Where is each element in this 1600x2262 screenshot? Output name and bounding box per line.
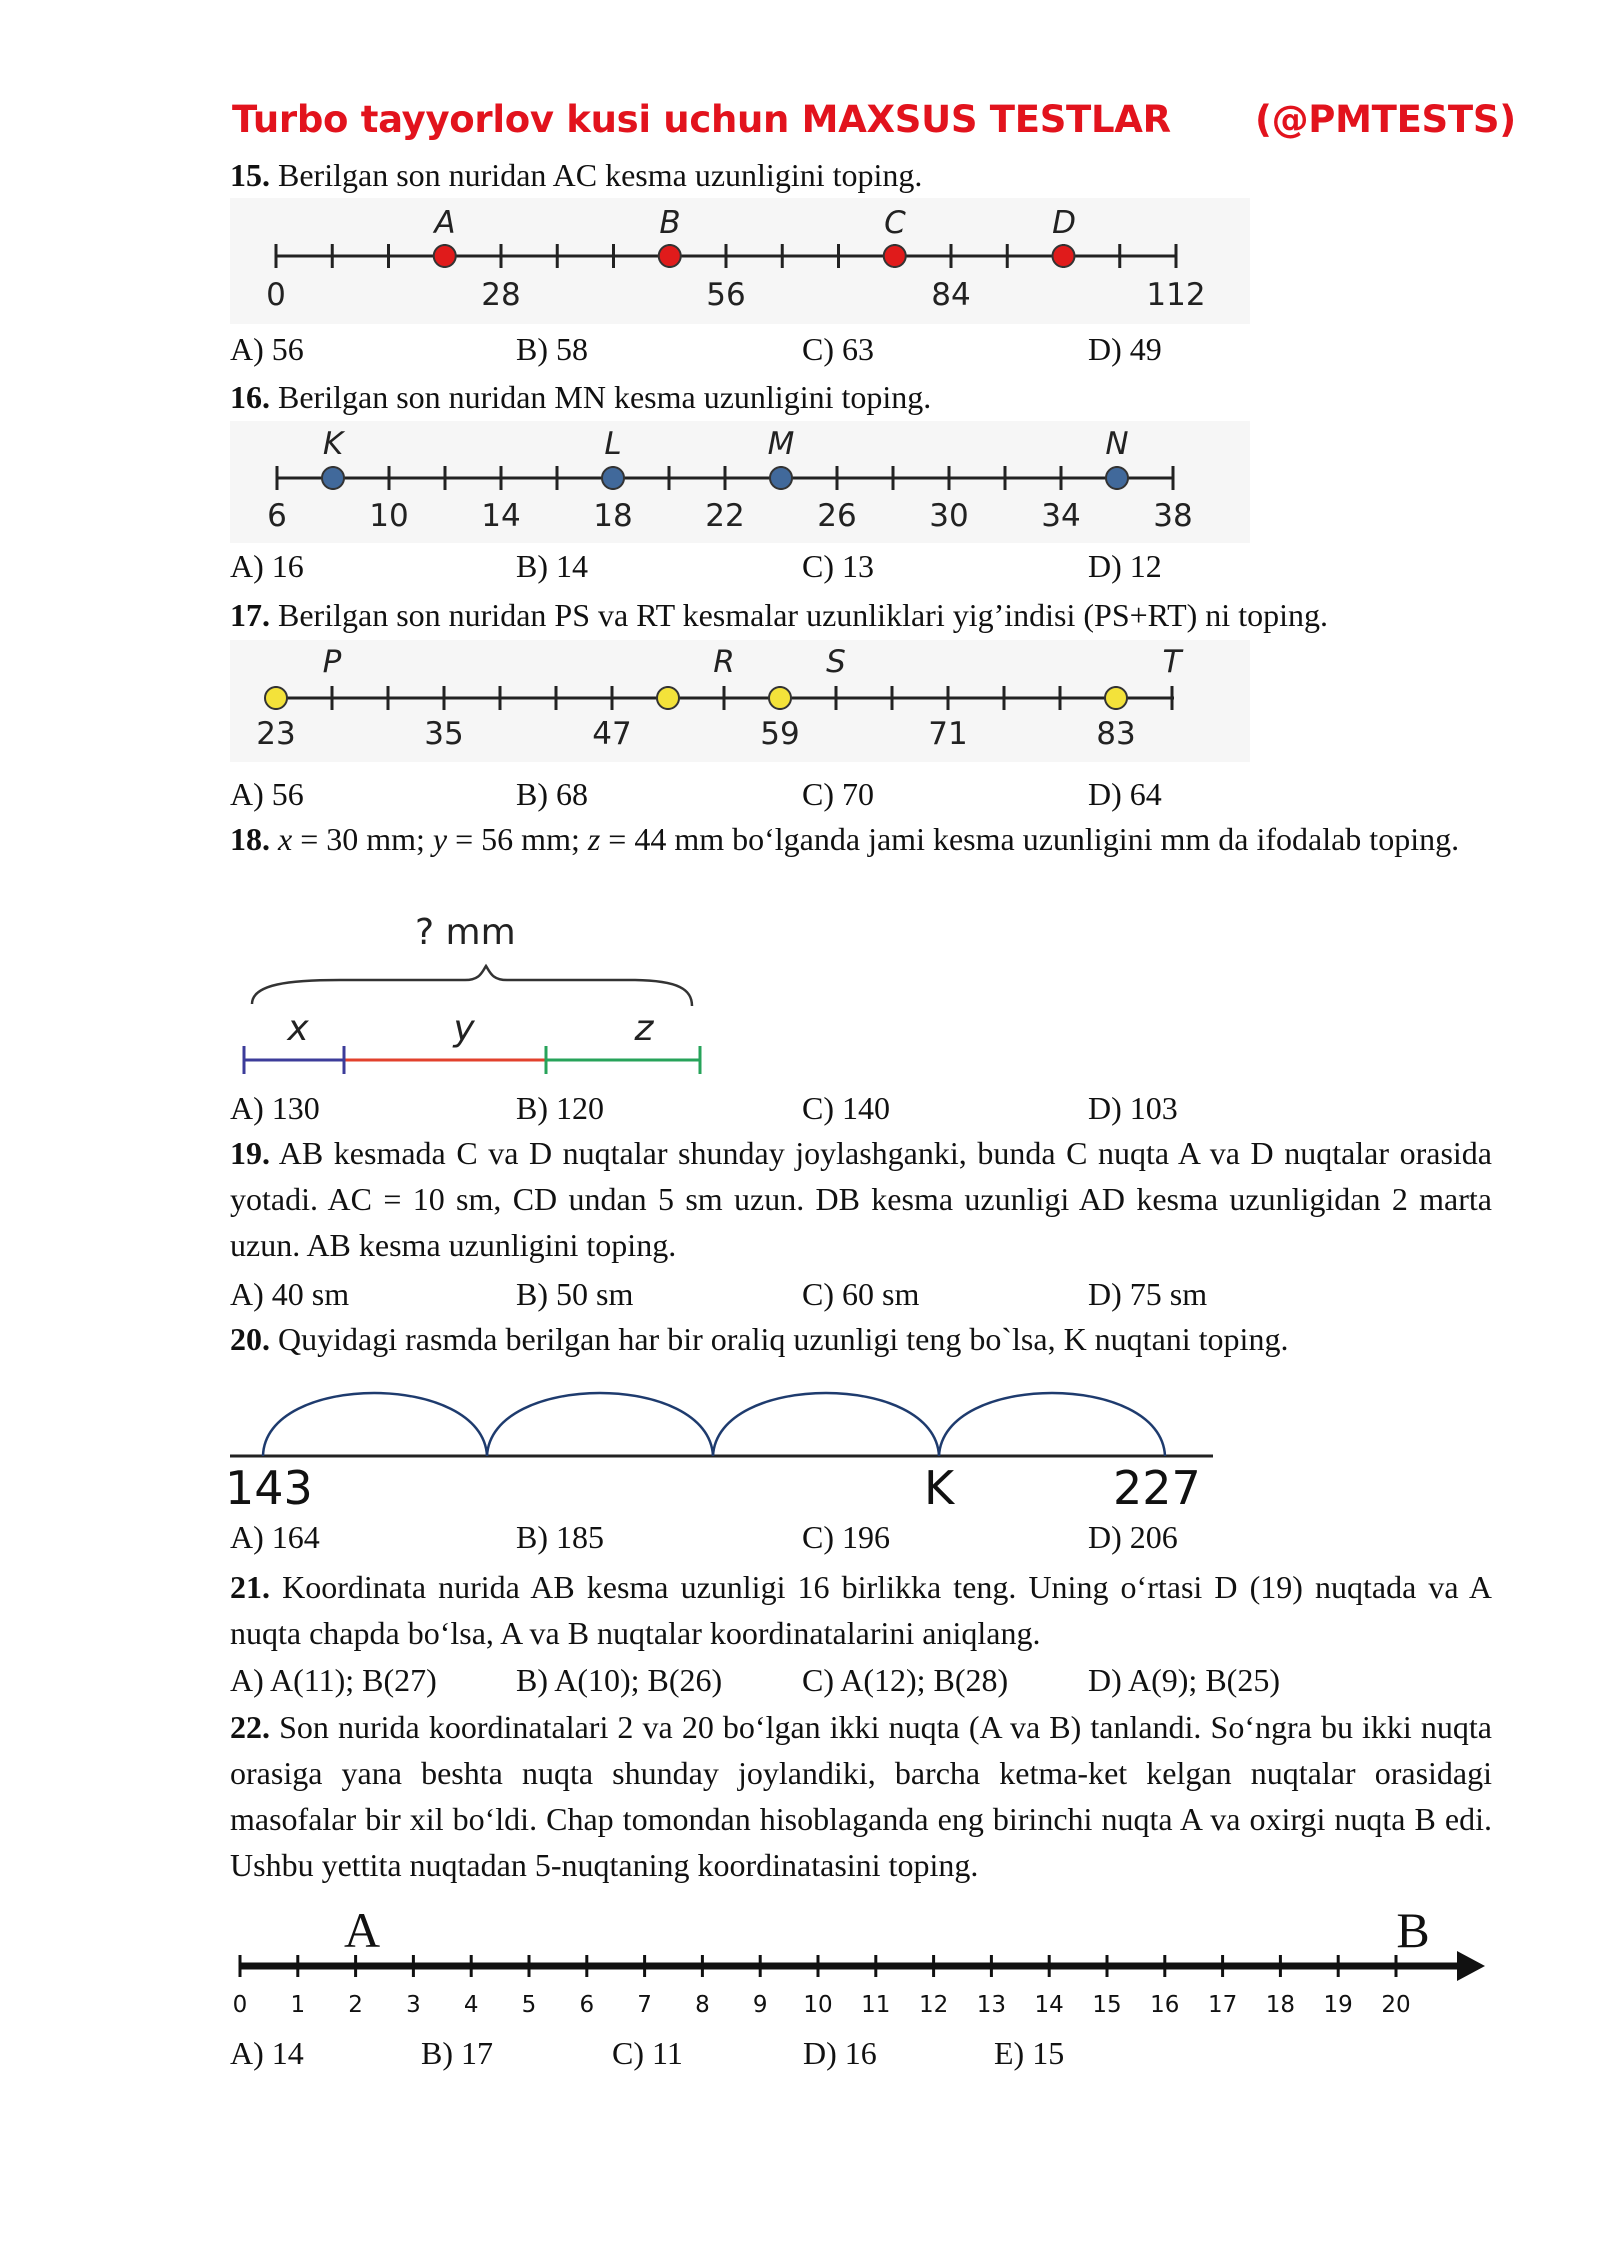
point-label-k: K xyxy=(322,426,344,462)
tick-label: 6 xyxy=(267,498,287,534)
tick-label: 11 xyxy=(861,1992,891,2018)
number-line-15 xyxy=(230,198,1250,324)
question-number: 18. xyxy=(230,821,270,857)
option-c[interactable]: C) A(12); B(28) xyxy=(802,1662,1009,1698)
number-line-22 xyxy=(225,1895,1495,2025)
point-label-t: T xyxy=(1162,644,1182,680)
number-line-point xyxy=(265,687,287,709)
tick-label: 22 xyxy=(705,498,745,534)
variable-y: y xyxy=(432,821,448,857)
number-line-point xyxy=(657,687,679,709)
tick-label: 56 xyxy=(706,277,746,313)
jump-arc xyxy=(487,1393,713,1456)
question-number: 20. xyxy=(230,1321,270,1357)
tick-label: 12 xyxy=(918,1992,949,2018)
number-line-point xyxy=(1053,245,1075,267)
question-number: 16. xyxy=(230,379,270,415)
question-text-part: = 44 mm bo‘lganda jami kesma uzunligini mm da ifodalab toping. xyxy=(600,821,1460,857)
k-point-label: K xyxy=(924,1461,955,1515)
tick-label: 14 xyxy=(1034,1992,1064,2018)
tick-label: 0 xyxy=(232,1992,248,2018)
number-line-point xyxy=(770,467,792,489)
jump-arc xyxy=(713,1393,939,1456)
number-line-point xyxy=(1106,467,1128,489)
variable-x: x xyxy=(278,821,293,857)
option-d[interactable]: D) 64 xyxy=(1088,776,1162,812)
option-b[interactable]: B) 68 xyxy=(516,776,588,812)
question-18 xyxy=(230,816,1492,862)
option-b[interactable]: B) 17 xyxy=(421,2035,493,2071)
question-number: 21. xyxy=(230,1569,270,1605)
question-number: 15. xyxy=(230,157,270,193)
question-number: 19. xyxy=(230,1135,270,1171)
tick-label: 38 xyxy=(1153,498,1193,534)
tick-label: 9 xyxy=(752,1992,768,2018)
question-21 xyxy=(230,1564,1492,1656)
tick-label: 2 xyxy=(348,1992,363,2018)
question-19 xyxy=(230,1130,1492,1268)
option-d[interactable]: D) 103 xyxy=(1088,1090,1178,1126)
point-label-a: A xyxy=(434,205,456,241)
question-text: Berilgan son nuridan MN kesma uzunligini toping. xyxy=(278,379,932,415)
tick-label: 83 xyxy=(1096,716,1136,752)
question-text: Quyidagi rasmda berilgan har bir oraliq uzunligi teng bo`lsa, K nuqtani toping. xyxy=(278,1321,1289,1357)
option-a[interactable]: A) 14 xyxy=(230,2035,304,2071)
tick-label: 0 xyxy=(266,277,286,313)
tick-label: 15 xyxy=(1092,1992,1122,2018)
number-line-17 xyxy=(230,640,1250,762)
option-d[interactable]: D) 12 xyxy=(1088,548,1162,584)
tick-label: 10 xyxy=(803,1992,833,2018)
option-c[interactable]: C) 196 xyxy=(802,1519,890,1555)
question-16 xyxy=(230,374,931,420)
tick-label: 23 xyxy=(256,716,296,752)
option-d[interactable]: D) 16 xyxy=(803,2035,877,2071)
curly-brace xyxy=(252,966,692,1006)
question-number: 17. xyxy=(230,597,270,633)
option-d[interactable]: D) 206 xyxy=(1088,1519,1178,1555)
question-text: Berilgan son nuridan AC kesma uzunligini toping. xyxy=(278,157,923,193)
point-label-d: D xyxy=(1052,205,1076,241)
tick-label: 34 xyxy=(1041,498,1081,534)
segment-label-z: z xyxy=(634,1008,654,1049)
tick-label: 7 xyxy=(637,1992,652,2018)
option-c[interactable]: C) 63 xyxy=(802,331,874,367)
tick-label: 8 xyxy=(695,1992,710,2018)
tick-label: 17 xyxy=(1207,1992,1238,2018)
question-20 xyxy=(230,1316,1288,1362)
option-a[interactable]: A) 16 xyxy=(230,548,304,584)
option-a[interactable]: A) A(11); B(27) xyxy=(230,1662,437,1698)
option-c[interactable]: C) 140 xyxy=(802,1090,890,1126)
option-b[interactable]: B) 185 xyxy=(516,1519,604,1555)
jump-arc xyxy=(939,1393,1165,1456)
option-c[interactable]: C) 60 sm xyxy=(802,1276,920,1312)
question-text: Koordinata nurida AB kesma uzunligi 16 birlikka teng. Uning o‘rtasi D (19) nuqtada va A nuqta chapda bo‘lsa, A va B nuqtalar koordinatalarini aniqlang. xyxy=(230,1569,1493,1651)
number-line-point xyxy=(659,245,681,267)
option-b[interactable]: B) 14 xyxy=(516,548,588,584)
option-b[interactable]: B) 50 sm xyxy=(516,1276,634,1312)
number-line-point xyxy=(602,467,624,489)
number-line-point xyxy=(884,245,906,267)
question-text: Berilgan son nuridan PS va RT kesmalar uzunliklari yig’indisi (PS+RT) ni toping. xyxy=(278,597,1328,633)
tick-label: 4 xyxy=(463,1992,479,2018)
question-22 xyxy=(230,1704,1492,1888)
point-label-b: B xyxy=(1396,1902,1430,1958)
arrow-head-icon xyxy=(1457,1951,1485,1981)
segment-label-x: x xyxy=(287,1008,309,1049)
header-title: Turbo tayyorlov kusi uchun MAXSUS TESTLAR xyxy=(232,98,1171,141)
question-text: Son nurida koordinatalari 2 va 20 bo‘lgan ikki nuqta (A va B) tanlandi. So‘ngra bu ikki nuqta orasiga yana beshta nuqta shunday joylandiki, barcha ketma-ket kelgan nuqtalar orasidagi masofalar bir xil bo‘ldi. Chap tomondan hisoblaganda eng birinchi nuqta A va oxirgi nuqta B edi. Ushbu yettita nuqtadan 5-nuqtaning koordinatasini toping. xyxy=(230,1709,1493,1883)
tick-label: 14 xyxy=(481,498,521,534)
number-line-point xyxy=(769,687,791,709)
tick-label: 35 xyxy=(424,716,464,752)
header-channel: (@PMTESTS) xyxy=(1255,98,1516,141)
question-15 xyxy=(230,152,922,198)
option-a[interactable]: A) 56 xyxy=(230,776,304,812)
point-label-n: N xyxy=(1105,426,1129,462)
option-e[interactable]: E) 15 xyxy=(994,2035,1065,2071)
total-label: ? mm xyxy=(415,912,516,953)
tick-label: 16 xyxy=(1150,1992,1180,2018)
tick-label: 28 xyxy=(481,277,521,313)
point-label-a: A xyxy=(343,1902,381,1958)
tick-label: 26 xyxy=(817,498,857,534)
option-a[interactable]: A) 130 xyxy=(230,1090,320,1126)
tick-label: 6 xyxy=(579,1992,595,2018)
tick-label: 5 xyxy=(521,1992,537,2018)
option-d[interactable]: D) A(9); B(25) xyxy=(1088,1662,1280,1698)
start-value: 143 xyxy=(225,1461,313,1515)
tick-label: 112 xyxy=(1146,277,1206,313)
tick-label: 71 xyxy=(928,716,968,752)
number-line-point xyxy=(434,245,456,267)
point-label-m: M xyxy=(767,426,795,462)
option-a[interactable]: A) 40 sm xyxy=(230,1276,350,1312)
tick-label: 20 xyxy=(1381,1992,1411,2018)
tick-label: 47 xyxy=(592,716,632,752)
option-d[interactable]: D) 49 xyxy=(1088,331,1162,367)
option-c[interactable]: C) 70 xyxy=(802,776,874,812)
point-label-p: P xyxy=(322,644,342,680)
point-label-b: B xyxy=(659,205,681,241)
option-d[interactable]: D) 75 sm xyxy=(1088,1276,1208,1312)
variable-z: z xyxy=(587,821,601,857)
point-label-r: R xyxy=(713,644,735,680)
point-label-l: L xyxy=(604,426,622,462)
option-a[interactable]: A) 56 xyxy=(230,331,304,367)
option-b[interactable]: B) 58 xyxy=(516,331,588,367)
question-17 xyxy=(230,592,1328,638)
point-label-s: S xyxy=(826,644,846,680)
tick-label: 84 xyxy=(931,277,971,313)
segment-diagram-18 xyxy=(230,900,730,1090)
tick-label: 1 xyxy=(290,1992,306,2018)
jump-diagram-20 xyxy=(225,1380,1225,1520)
option-a[interactable]: A) 164 xyxy=(230,1519,320,1555)
tick-label: 59 xyxy=(760,716,800,752)
number-line-point xyxy=(322,467,344,489)
tick-label: 18 xyxy=(593,498,633,534)
end-value: 227 xyxy=(1113,1461,1201,1515)
point-label-c: C xyxy=(884,205,906,241)
number-line-point xyxy=(1105,687,1127,709)
question-text-part: = 56 mm; xyxy=(447,821,588,857)
question-text: AB kesmada C va D nuqtalar shunday joylashganki, bunda C nuqta A va D nuqtalar orasida yotadi. AC = 10 sm, CD undan 5 sm uzun. DB kesma uzunligi AD kesma uzunligidan 2 marta uzun. AB kesma uzunligini toping. xyxy=(230,1135,1493,1263)
tick-label: 3 xyxy=(406,1992,421,2018)
question-number: 22. xyxy=(230,1709,270,1745)
option-b[interactable]: B) A(10); B(26) xyxy=(516,1662,723,1698)
jump-arc xyxy=(263,1393,487,1456)
option-c[interactable]: C) 13 xyxy=(802,548,874,584)
tick-label: 10 xyxy=(369,498,409,534)
option-b[interactable]: B) 120 xyxy=(516,1090,604,1126)
tick-label: 30 xyxy=(929,498,969,534)
tick-label: 18 xyxy=(1265,1992,1296,2018)
option-c[interactable]: C) 11 xyxy=(612,2035,683,2071)
question-text-part: = 30 mm; xyxy=(292,821,433,857)
number-line-16 xyxy=(230,421,1250,543)
tick-label: 13 xyxy=(976,1992,1007,2018)
segment-label-y: y xyxy=(453,1008,475,1049)
tick-label: 19 xyxy=(1323,1992,1353,2018)
